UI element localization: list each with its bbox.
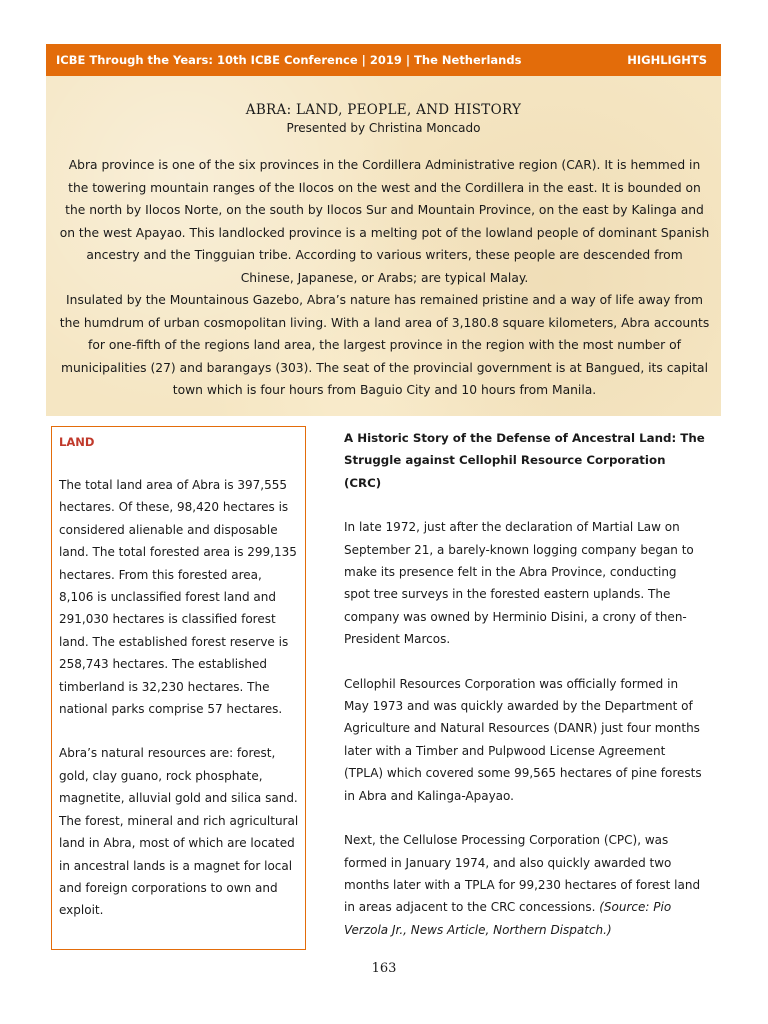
intro-paragraph-1: Abra province is one of the six provinces in the Cordillera Administrative region (CAR). It is hemmed in the towering mountain ranges of the Ilocos on the west and the Cordillera in the east. It is bounded on the north by Ilocos Norte, on the south by Ilocos Sur and Mountain Province, on the east by Kalinga and on the west Apayao. This landlocked province is a melting pot of the lowland people of dominant Spanish ancestry and the Tingguian tribe. According to various writers, these people are descended from Chinese, Japanese, or Arabs; are typical Malay. [59,158,710,285]
story-column [344,427,706,963]
land-paragraph-2: Abra’s natural resources are: forest, gold, clay guano, rock phosphate, magnetite, alluvial gold and silica sand. The forest, mineral and rich agricultural land in Abra, most of which are located in ancestral lands is a magnet for local and foreign corporations to own and exploit. [59,746,299,918]
article-title: ABRA: LAND, PEOPLE, AND HISTORY [245,102,522,118]
page-number: 163 [371,961,397,976]
story-paragraph-3-text: Next, the Cellulose Processing Corporation (CPC), was formed in January 1974, and also quickly awarded two months later with a TPLA for 99,230 hectares of forest land in areas adjacent to the CRC concessions. [344,833,701,915]
land-sidebar [51,426,306,950]
header-bar [46,44,721,76]
story-source: (Source: Pio Verzola Jr., News Article, Northern Dispatch.) [344,900,672,937]
land-heading: LAND [59,435,95,449]
intro-text [58,154,711,402]
intro-banner [46,76,721,416]
article-presenter: Presented by Christina Moncado [286,121,481,135]
header-title: ICBE Through the Years: 10th ICBE Conference | 2019 | The Netherlands [56,53,522,67]
story-paragraph-1: In late 1972, just after the declaration of Martial Law on September 21, a barely-known logging company began to make its presence felt in the Abra Province, conducting spot tree surveys in the forested eastern uplands. The company was owned by Herminio Disini, a crony of then- President Marcos. [344,520,694,647]
story-paragraph-3 [344,829,706,941]
intro-paragraph-2: Insulated by the Mountainous Gazebo, Abra’s nature has remained pristine and a way of life away from the humdrum of urban cosmopolitan living. With a land area of 3,180.8 square kilometers, Abra accounts for one-fifth of the regions land area, the largest province in the region with the most number of municipalities (27) and barangays (303). The seat of the provincial government is at Bangued, its capital town which is four hours from Baguio City and 10 hours from Manila. [59,293,710,397]
land-paragraph-1: The total land area of Abra is 397,555 hectares. Of these, 98,420 hectares is considered alienable and disposable land. The total forested area is 299,135 hectares. From this forested area, 8,106 is unclassified forest land and 291,030 hectares is classified forest land. The established forest reserve is 258,743 hectares. The established timberland is 32,230 hectares. The national parks comprise 57 hectares. [59,478,297,717]
header-highlights: HIGHLIGHTS [627,53,707,67]
story-title: A Historic Story of the Defense of Ancestral Land: The Struggle against Cellophil Resource Corporation (CRC) [344,431,705,490]
story-paragraph-2: Cellophil Resources Corporation was officially formed in May 1973 and was quickly awarded by the Department of Agriculture and Natural Resources (DANR) just four months later with a Timber and Pulpwood License Agreement (TPLA) which covered some 99,565 hectares of pine forests in Abra and Kalinga-Apayao. [344,676,702,803]
